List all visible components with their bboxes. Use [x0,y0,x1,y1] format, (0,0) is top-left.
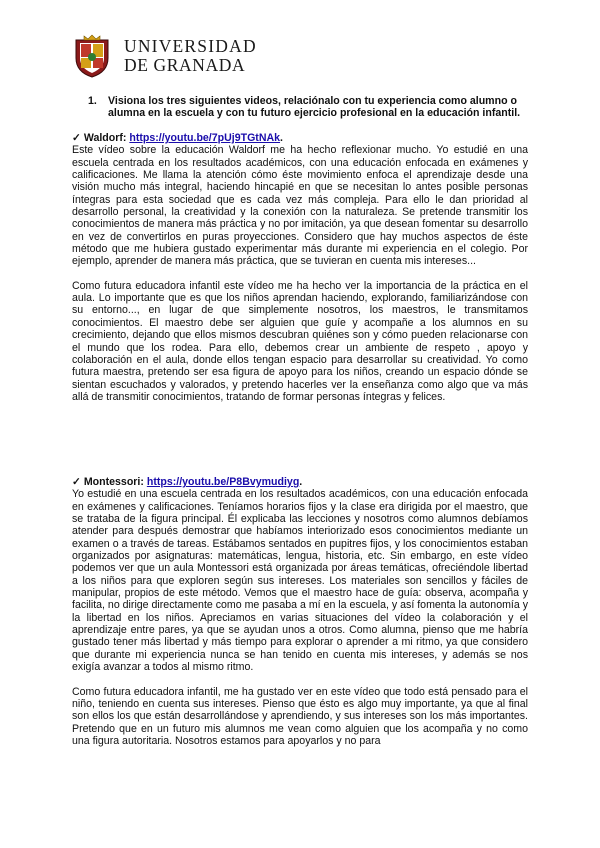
section-waldorf [72,132,528,403]
university-name-line2: DE GRANADA [124,55,246,75]
section-title: Waldorf: [83,132,127,144]
montessori-video-link[interactable]: https://youtu.be/P8Bvymudiyg [146,476,300,488]
paragraph: Yo estudié en una escuela centrada en los resultados académicos, con una educación enfocada en exámenes y calificaciones. Teníamos horarios fijos y la clase era dirigida por el maestro, que se trataba de la figura principal. Él explicaba las lecciones y nosotros como alumnos debíamos atender para después demostrar que habíamos interiorizado esos conocimientos mediante un examen o a través de tareas. Estábamos sentados en pupitres fijos, y los conocimientos estaban organizados por asignaturas: matemáticas, lengua, historia, etc. Sin embargo, en este vídeo podemos ver que un aula Montessori está organizada por áreas temáticas, ofreciéndole libertad a los niños para que exploren según sus intereses. Los materiales son sencillos y fáciles de manipular, propios de este método. Vemos que el maestro hace de guía: observa, acompaña y facilita, no dirige directamente como me pasaba a mí en la escuela, y así fomenta la autonomía y la libertad en los niños. Apreciamos en varias situaciones del vídeo la colaboración y el aprendizaje entre pares, ya que se ayudan unos a otros. Como alumna, pienso que me habría gustado tener más libertad y más tiempo para explorar o aprender a mi ritmo, ya que considero que durante mi experiencia nunca se han tenido en cuenta mis intereses, y además se nos exigía avanzar a todos al mismo ritmo. [72,488,528,674]
checkmark-icon: ✓ [72,476,81,488]
question-number: 1. [88,95,97,107]
university-name-line1: UNIVERSIDAD [124,36,257,56]
university-header [72,34,257,78]
granada-crest-icon [72,34,112,78]
paragraph: Este vídeo sobre la educación Waldorf me ha hecho reflexionar mucho. Yo estudié en una escuela centrada en los resultados académicos, con una educación enfocada en exámenes y calificaciones. Me llama la atención cómo éste movimiento enfoca el aprendizaje desde una visión mucho más integral, haciendo hincapié en que se necesitan lo antes posible personas íntegras para esta sociedad que es cada vez más compleja. Para ello le dan prioridad al desarrollo personal, la creatividad y la conexión con la naturaleza. Se pretende transmitir los conocimientos de manera más práctica y no por imitación, ya que desean fomentar su desarrollo en vez de convertirlos en puras proyecciones. Considero que hay muchos aspectos de éste método que me hubiera gustado experimentar más durante mi experiencia en el colegio. Por ejemplo, aprender de manera más práctica, que se tuvieran en cuenta mis intereses... [72,144,528,268]
link-period: . [299,476,303,488]
question-item [88,95,528,119]
section-heading [72,132,528,144]
paragraph: Como futura educadora infantil este vídeo me ha hecho ver la importancia de la práctica en el aula. Lo importante que es que los niños aprendan haciendo, explorando, familiarizándose con su entorno..., en lugar de que simplemente nosotros, los maestros, le transmitamos conocimientos. El maestro debe ser alguien que guíe y acompañe a los alumnos en su crecimiento, dejando que ellos mismos descubran quiénes son y cómo pueden relacionarse con el mundo que los rodea. Para ello, debemos crear un ambiente de respeto , apoyo y colaboración en el aula, donde ellos tengan espacio para desarrollar su creatividad. Yo como futura maestra, pretendo ser esa figura de apoyo para los niños, creando un espacio dónde se sientan escuchados y valorados, y pretendo hacerles ver la enseñanza como algo que va más allá de transmitir conocimientos, tratando de formar personas íntegras y felices. [72,279,528,403]
section-montessori [72,476,528,747]
waldorf-video-link[interactable]: https://youtu.be/7pUj9TGtNAk [129,132,281,144]
checkmark-icon: ✓ [72,132,81,144]
link-period: . [280,132,283,144]
section-title: Montessori: [83,476,144,488]
section-heading [72,476,528,488]
paragraph: Como futura educadora infantil, me ha gustado ver en este vídeo que todo está pensado para el niño, teniendo en cuenta sus intereses. Pienso que ésto es algo muy importante, ya que al final son ellos los que están desarrollándose y aprendiendo, y sus intereses son los más importantes. Pretendo que en un futuro mis alumnos me vean como alguien que los acompaña y no como una figura autoritaria. Nosotros estamos para apoyarlos y no para [72,685,528,747]
university-name [124,37,257,75]
question-text: Visiona los tres siguientes videos, relaciónalo con tu experiencia como alumno o alumna en la escuela y con tu futuro ejercicio profesional en la educación infantil. [108,95,521,119]
